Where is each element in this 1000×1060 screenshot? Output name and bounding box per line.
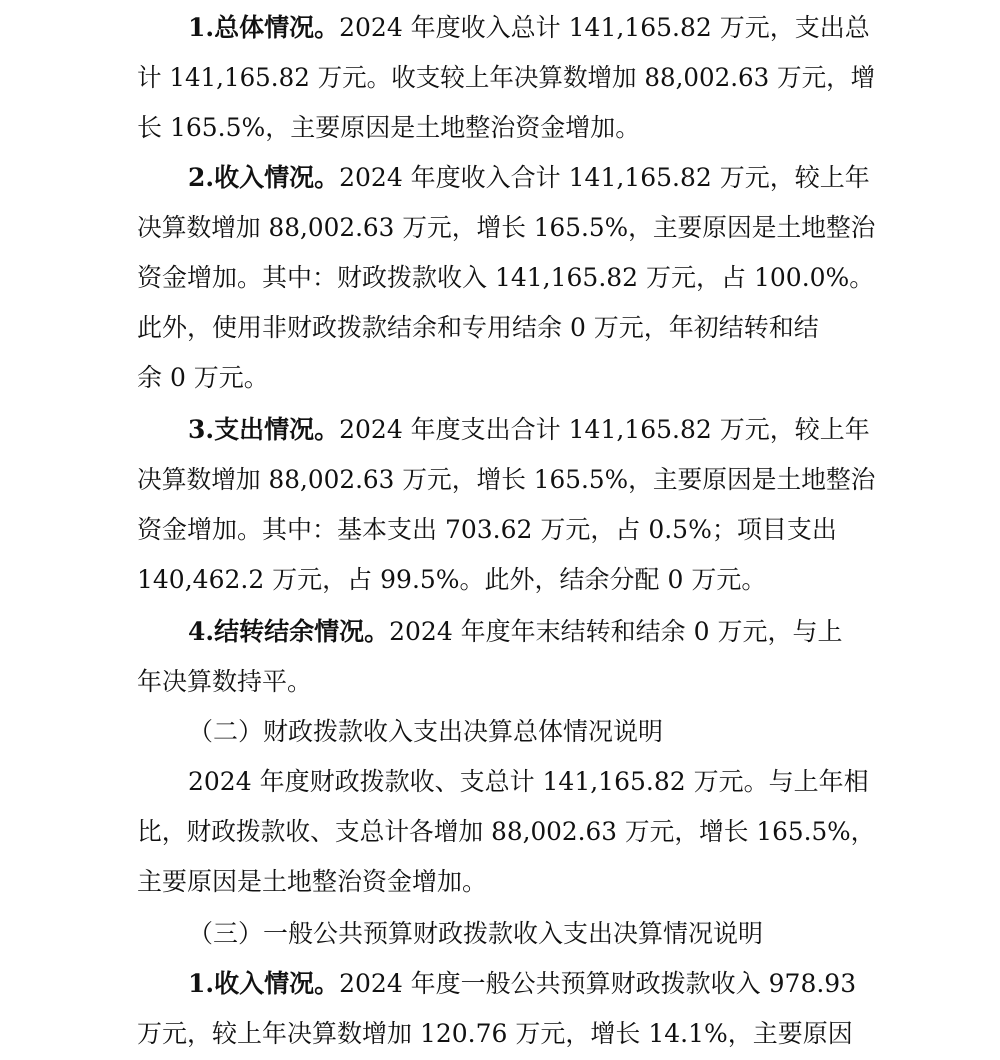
paragraph-income-line-1: 2.收入情况。2024 年度收入合计 141,165.82 万元，较上年 bbox=[188, 163, 870, 192]
paragraph-income-line-2: 决算数增加 88,002.63 万元，增长 165.5%，主要原因是土地整治 bbox=[137, 213, 876, 242]
paragraph-expense-line-1: 3.支出情况。2024 年度支出合计 141,165.82 万元，较上年 bbox=[188, 415, 870, 444]
paragraph-expense-line-3: 资金增加。其中：基本支出 703.62 万元，占 0.5%；项目支出 bbox=[137, 515, 837, 544]
paragraph-general-income-line-1: 1.收入情况。2024 年度一般公共预算财政拨款收入 978.93 bbox=[188, 969, 857, 998]
paragraph-fiscal-line-2: 比，财政拨款收、支总计各增加 88,002.63 万元，增长 165.5%， bbox=[137, 817, 876, 846]
heading-income: 2.收入情况。 bbox=[188, 163, 340, 192]
paragraph-expense-line-2: 决算数增加 88,002.63 万元，增长 165.5%，主要原因是土地整治 bbox=[137, 465, 876, 494]
paragraph-fiscal-line-1: 2024 年度财政拨款收、支总计 141,165.82 万元。与上年相 bbox=[188, 767, 869, 796]
paragraph-expense-line-4: 140,462.2 万元，占 99.5%。此外，结余分配 0 万元。 bbox=[137, 565, 767, 594]
heading-expense: 3.支出情况。 bbox=[188, 415, 340, 444]
paragraph-fiscal-line-3: 主要原因是土地整治资金增加。 bbox=[137, 867, 488, 896]
paragraph-income-line-4: 此外，使用非财政拨款结余和专用结余 0 万元，年初结转和结 bbox=[137, 313, 819, 342]
heading-carryover: 4.结转结余情况。 bbox=[188, 617, 390, 646]
paragraph-income-line-5: 余 0 万元。 bbox=[137, 363, 269, 392]
heading-general-income: 1.收入情况。 bbox=[188, 969, 340, 998]
heading-overall: 1.总体情况。 bbox=[188, 13, 340, 42]
paragraph-general-income-line-2: 万元，较上年决算数增加 120.76 万元，增长 14.1%，主要原因 bbox=[137, 1019, 853, 1048]
paragraph-overall-line-2: 计 141,165.82 万元。收支较上年决算数增加 88,002.63 万元，增 bbox=[137, 63, 876, 92]
paragraph-overall-line-3: 长 165.5%，主要原因是土地整治资金增加。 bbox=[137, 113, 641, 142]
paragraph-overall-line-1: 1.总体情况。2024 年度收入总计 141,165.82 万元，支出总 bbox=[188, 13, 870, 42]
paragraph-carryover-line-1: 4.结转结余情况。2024 年度年末结转和结余 0 万元，与上 bbox=[188, 617, 843, 646]
section-heading-2: （二）财政拨款收入支出决算总体情况说明 bbox=[188, 717, 664, 746]
paragraph-carryover-line-2: 年决算数持平。 bbox=[137, 667, 313, 696]
paragraph-income-line-3: 资金增加。其中：财政拨款收入 141,165.82 万元，占 100.0%。 bbox=[137, 263, 875, 292]
section-heading-3: （三）一般公共预算财政拨款收入支出决算情况说明 bbox=[188, 919, 764, 948]
